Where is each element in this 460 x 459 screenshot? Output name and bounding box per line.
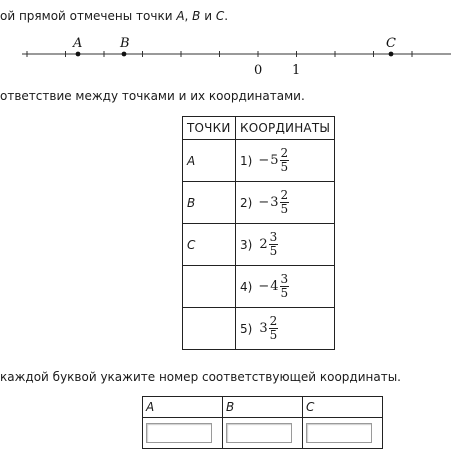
point-a-label: A <box>73 36 83 51</box>
coord-cell: 4) − 4 $\frac{3}{5}$ <box>236 266 335 308</box>
point-cell: B <box>183 182 236 224</box>
point-b-dot <box>122 52 127 57</box>
correspondence-table <box>182 116 335 350</box>
answer-cell-c <box>303 418 383 449</box>
answer-cell-b <box>223 418 303 449</box>
coord-cell: 2) − 3 $\frac{2}{5}$ <box>236 182 335 224</box>
table-row <box>183 308 335 350</box>
answer-header-b: B <box>223 397 303 418</box>
coord-cell: 3) 2 $\frac{3}{5}$ <box>236 224 335 266</box>
point-cell: A <box>183 140 236 182</box>
table-row <box>183 182 335 224</box>
answer-header-a: A <box>143 397 223 418</box>
point-c-label: C <box>386 36 396 51</box>
number-line <box>0 30 460 78</box>
answer-input-a[interactable] <box>146 423 212 443</box>
point-a-dot <box>76 52 81 57</box>
intro-text: ой прямой отмечены точки A, B и C. <box>0 9 229 23</box>
point-c-dot <box>389 52 394 57</box>
tick-label-0: 0 <box>254 63 263 78</box>
tick-label-1: 1 <box>292 63 301 78</box>
coord-cell: 5) 3 $\frac{2}{5}$ <box>236 308 335 350</box>
table-row <box>183 140 335 182</box>
answer-table <box>142 396 383 449</box>
coord-cell: 1) − 5 $\frac{2}{5}$ <box>236 140 335 182</box>
point-b-label: B <box>120 36 130 51</box>
point-cell: C <box>183 224 236 266</box>
answer-cell-a <box>143 418 223 449</box>
header-coords: КООРДИНАТЫ <box>236 117 335 140</box>
header-points: ТОЧКИ <box>183 117 236 140</box>
answer-header-c: C <box>303 397 383 418</box>
table-row <box>183 266 335 308</box>
task-text-match: ответствие между точками и их координатами. <box>0 89 305 103</box>
point-cell <box>183 266 236 308</box>
task-text-answer: каждой буквой укажите номер соответствующей координаты. <box>0 370 401 384</box>
answer-input-c[interactable] <box>306 423 372 443</box>
table-header-row <box>183 117 335 140</box>
point-cell <box>183 308 236 350</box>
table-row <box>183 224 335 266</box>
answer-input-b[interactable] <box>226 423 292 443</box>
